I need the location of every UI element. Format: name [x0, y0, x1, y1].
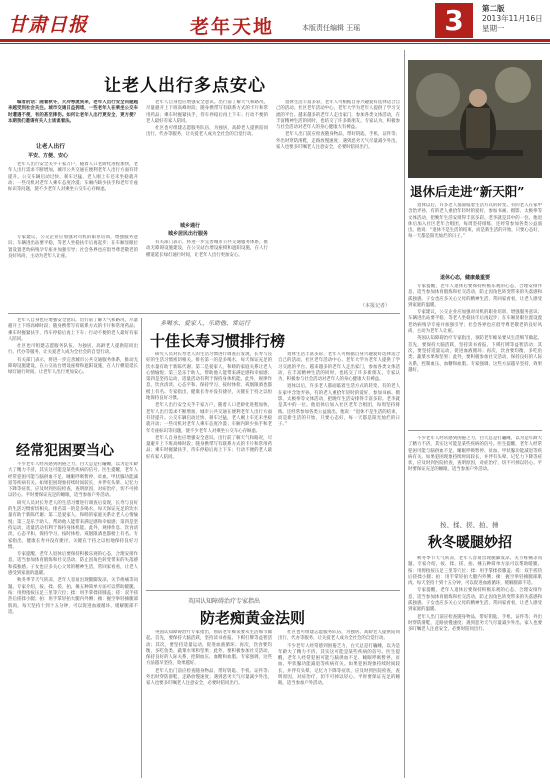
- lead-column-2: [146, 100, 268, 220]
- section-divider-right: [408, 430, 542, 431]
- retire-subhead: 退休心态，健康最重要: [440, 275, 491, 281]
- lead-subhead-3: 城乡通行: [180, 223, 201, 229]
- lead-paragraph-e: 社区也可组建志愿服务队伍，为独居、高龄老人提供陪同出行、代办等服务，让关爱老人成为全社会的自觉行动。: [146, 126, 268, 138]
- section-title: 老年天地: [190, 16, 275, 38]
- longevity-body-2: [278, 352, 400, 582]
- longevity-paragraph-2: 老年人出行安全关乎千家万户，随着人口老龄化进程加快，老年人出行需求不断增加，城市公共交通在便利老年人出行方面有待提升。公交车辆启动过快、刹车过猛，老人刚上车还未坐稳就开动；一些司机对老年人乘车态度冷漠；车厢内缺少扶手和老年专座标识等问题，使不少老年人对乘坐公交车心存顾虑。: [146, 403, 272, 434]
- lead-column-1b: [8, 235, 138, 307]
- edition-info: [482, 4, 543, 34]
- lead-column-2b: [146, 240, 268, 308]
- longevity-paragraph: 研究人员对长寿老人的生活习惯进行调查后发现，长寿与良好的生活习惯密切相关。排名第一的是多喝水，每天保证充足的饮水量有助于新陈代谢；第二是爱家人，和睦的家庭关系让老人心情愉悦；第三是乐于助人，帮助他人能带来满足感和幸福感；第四是坚持运动，适量活动有利于保持身体机能。此外，规律作息、饮食清淡、心态平和、保持学习、按时体检、戒烟限酒也都榜上有名。专家指出，健康长寿并没有捷径，关键在于持之以恒地保持良好习惯。: [146, 352, 272, 402]
- lead-lede: [8, 100, 138, 140]
- dementia-body: [146, 630, 272, 778]
- photo-image: [408, 60, 542, 178]
- legs-headline: 秋冬暖腿妙招: [428, 535, 512, 551]
- edition-weekday: 星期一: [482, 24, 505, 33]
- masthead: [0, 0, 550, 44]
- drowsy-headline: 经常犯困要当心: [16, 443, 114, 459]
- longevity-body: [146, 352, 272, 582]
- page-number: 3: [435, 3, 473, 38]
- right-mid-paragraph: 不少老年人经常感到困倦乏力，白天总是打瞌睡，以为是年龄大了精力不济，其实这可能是某些疾病的信号。医生提醒，老年人经常犯困可能与脑供血不足、睡眠呼吸暂停、贫血、甲状腺功能减退等疾病有关。如果犯困现象持续时间较长，并伴有头晕、记忆力下降等症状，应及时到医院检查，查明原因，对症治疗，切不可掉以轻心。平时要保证充足的睡眠，适当参加户外活动。: [408, 436, 542, 473]
- middle-paragraph-1: 退休生活丰富多彩，老年人可根据自身兴趣爱好选择适合自己的活动。社区老年活动中心、老年大学为老年人提供了学习交流的平台。越来越多的老年人走出家门，参加各类文体活动，在丰富精神生活的同时，也结交了许多新朋友。专家认为，积极参与社会活动对老年人的身心健康大有裨益。: [276, 100, 400, 131]
- edition-label: 第二版: [482, 4, 505, 13]
- lead-headline: 让老人出行多点安心: [104, 76, 266, 96]
- longevity-paragraph-4: 退休生活丰富多彩，老年人可根据自身兴趣爱好选择适合自己的活动。社区老年活动中心、老年大学为老年人提供了学习交流的平台。越来越多的老年人走出家门，参加各类文体活动，在丰富精神生活的同时，也结交了许多新朋友。专家认为，积极参与社会活动对老年人的身心健康大有裨益。: [278, 352, 400, 383]
- legs-paragraph-2: 专家提醒，老年人退休后要保持积极乐观的心态，合理安排作息，适当参加体育锻炼和社交活动，防止因角色转变带来的失落感和孤独感。子女也应多关心父母的精神生活，常回家看看，让老人感受到家庭的温暖。: [408, 588, 542, 613]
- lead-subhead-2: 平安、方便、安心: [28, 153, 69, 159]
- retire-paragraph-4: 英国认知障碍治疗专家指出，预防老年痴呆要从生活细节做起。首先，要保持大脑活跃，坚持读书看报、下棋打牌等益智活动；其次，要坚持适量运动，促进血液循环；再次，饮食要均衡，多吃鱼类、蔬菜水果和坚果；此外，要积极参加社交活动，保持良好的人际关系，控制血压、血糖和血脂。专家强调，这些方法越早坚持，效果越好。: [408, 336, 542, 373]
- middle-paragraph-2: 老年人出门前应检查随身物品，带好钥匙、手机、证件等；外出时穿防滑鞋，走路放慢速度；遇到恶劣天气尽量减少外出。家人也要多叮嘱老人注意安全，必要时陪同出行。: [276, 132, 400, 151]
- column-divider-right: [404, 50, 405, 778]
- retire-body: [408, 203, 542, 273]
- drowsy-paragraph-2: 研究人员对长寿老人的生活习惯进行调查后发现，长寿与良好的生活习惯密切相关。排名第一的是多喝水，每天保证充足的饮水量有助于新陈代谢；第二是爱家人，和睦的家庭关系让老人心情愉悦；第三是乐于助人，帮助他人能带来满足感和幸福感；第四是坚持运动，适量活动有利于保持身体机能。此外，规律作息、饮食清淡、心态平和、保持学习、按时体检、戒烟限酒也都榜上有名。专家指出，健康长寿并没有捷径，关键在于持之以恒地保持良好习惯。: [8, 500, 138, 550]
- left-mid-paragraph-3: 有关部门表示，将进一步完善城市公共交通服务体系，推动无障碍设施建设，在公交站台增设座椅和遮阳设施，在人行横道延长绿灯通行时间，让老年人出行更加安心。: [8, 357, 138, 376]
- elderly-photo: [408, 60, 542, 178]
- longevity-kicker: 多喝水、爱家人、乐助他、常运行: [160, 320, 251, 327]
- drowsy-paragraph: 不少老年人经常感到困倦乏力，白天总是打瞌睡，以为是年龄大了精力不济，其实这可能是某些疾病的信号。医生提醒，老年人经常犯困可能与脑供血不足、睡眠呼吸暂停、贫血、甲状腺功能减退等疾病有关。如果犯困现象持续时间较长，并伴有头晕、记忆力下降等症状，应及时到医院检查，查明原因，对症治疗，切不可掉以轻心。平时要保证充足的睡眠，适当参加户外活动。: [8, 462, 138, 499]
- edition-date: 2013年11月16日: [482, 14, 543, 23]
- dementia-headline: 防老痴黄金法则: [200, 609, 306, 627]
- legs-paragraph: 秋冬季节天气转凉，老年人容易出现腿脚发凉、关节疼痛等问题。专家介绍，按、揉、搓、拍、捶五种简单方法可以帮助暖腿。按：用拇指按压足三里等穴位；揉：用手掌揉搓膝盖；搓：双手搓热后搓揉小腿；拍：用手掌轻拍大腿内外侧；捶：握空拳轻捶腿部肌肉。每天坚持十到十五分钟，可以促进血液循环，缓解腿部不适。: [408, 556, 542, 587]
- retire-headline: 退休后走进“新天阳”: [410, 184, 525, 199]
- drowsy-paragraph-4: 秋冬季节天气转凉，老年人容易出现腿脚发凉、关节疼痛等问题。专家介绍，按、揉、搓、拍、捶五种简单方法可以帮助暖腿。按：用拇指按压足三里等穴位；揉：用手掌揉搓膝盖；搓：双手搓热后搓揉小腿；拍：用手掌轻拍大腿内外侧；捶：握空拳轻捶腿部肌肉。每天坚持十到十五分钟，可以促进血液循环，缓解腿部不适。: [8, 578, 138, 615]
- lead-paragraph-d: 有关部门表示，将进一步完善城市公共交通服务体系，推动无障碍设施建设，在公交站台增设座椅和遮阳设施，在人行横道延长绿灯通行时间，让老年人出行更加安心。: [146, 240, 268, 258]
- drowsy-paragraph-3: 专家提醒，老年人退休后要保持积极乐观的心态，合理安排作息，适当参加体育锻炼和社交活动，防止因角色转变带来的失落感和孤独感。子女也应多关心父母的精神生活，常回家看看，让老人感受到家庭的温暖。: [8, 552, 138, 577]
- lead-paragraph-c: 老年人自身也应增强安全意识。出行前了解天气和路况，尽量避开上下班高峰时段；随身携带写有联系方式的卡片和常用药品；乘车时握紧扶手，待车停稳后再上下车；行动不便的老人最好有家人陪同。: [146, 100, 268, 124]
- left-column-mid: [8, 318, 138, 430]
- longevity-headline: 十佳长寿习惯排行榜: [150, 332, 286, 350]
- dementia-paragraph-2: 老年人出门前应检查随身物品，带好钥匙、手机、证件等；外出时穿防滑鞋，走路放慢速度；遇到恶劣天气尽量减少外出。家人也要多叮嘱老人注意安全，必要时陪同出行。: [146, 668, 272, 687]
- lead-paragraph-b: 专家建议，公交企业应加强对司机的职业培训，增强服务意识；车辆进出站要平稳，等老人坐稳扶牢后再起步；在车厢显眼位置设置老幼病残孕专座并加强引导；社会各界也应倡导尊老敬老的良好风尚，主动为老年人让座。: [8, 235, 138, 259]
- column-divider-left: [141, 318, 142, 778]
- masthead-rule-thin: [0, 43, 550, 44]
- dementia-paragraph-4: 不少老年人经常感到困倦乏力，白天总是打瞌睡，以为是年龄大了精力不济，其实这可能是某些疾病的信号。医生提醒，老年人经常犯困可能与脑供血不足、睡眠呼吸暂停、贫血、甲状腺功能减退等疾病有关。如果犯困现象持续时间较长，并伴有头晕、记忆力下降等症状，应及时到医院检查，查明原因，对症治疗，切不可掉以轻心。平时要保证充足的睡眠，适当参加户外活动。: [278, 643, 400, 687]
- legs-kicker: 按、揉、搓、拍、捶: [440, 521, 499, 529]
- dementia-body-2: [278, 630, 400, 778]
- editor-credit: 本版责任编辑 王瑶: [302, 24, 361, 32]
- lead-column-3: [276, 100, 400, 300]
- lead-byline: （本报记者）: [360, 303, 391, 309]
- retire-paragraph-2: 专家提醒，老年人退休后要保持积极乐观的心态，合理安排作息，适当参加体育锻炼和社交活动，防止因角色转变带来的失落感和孤独感。子女也应多关心父母的精神生活，常回家看看，让老人感受到家庭的温暖。: [408, 284, 542, 308]
- dementia-paragraph: 英国认知障碍治疗专家指出，预防老年痴呆要从生活细节做起。首先，要保持大脑活跃，坚持读书看报、下棋打牌等益智活动；其次，要坚持适量运动，促进血液循环；再次，饮食要均衡，多吃鱼类、蔬菜水果和坚果；此外，要积极参加社交活动，保持良好的人际关系，控制血压、血糖和血脂。专家强调，这些方法越早坚持，效果越好。: [146, 630, 272, 667]
- longevity-paragraph-5: 退休以后，许多老人都面临着生活方式的转变。有的老人在家中含饴弄孙，有的老人重拾年轻时的爱好，参加书画、摄影、太极拳等文体活动，把晚年生活安排得丰富多彩。老李就是其中的一位。他退休后加入社区老年合唱团，每周坚持排练，还经常参加各类公益演出。他说：“退休不是生活的结束，而是新生活的开始，只要心态好，每一天都是阳光灿烂的日子。”: [278, 384, 400, 428]
- newspaper-logo: 甘肃日报: [8, 14, 89, 36]
- section-divider-dementia: [146, 590, 400, 591]
- legs-paragraph-3: 老年人出门前应检查随身物品，带好钥匙、手机、证件等；外出时穿防滑鞋，走路放慢速度；遇到恶劣天气尽量减少外出。家人也要多叮嘱老人注意安全，必要时陪同出行。: [408, 614, 542, 633]
- longevity-paragraph-3: 老年人自身也应增强安全意识。出行前了解天气和路况，尽量避开上下班高峰时段；随身携带写有联系方式的卡片和常用药品；乘车时握紧扶手，待车停稳后再上下车；行动不便的老人最好有家人陪同。: [146, 435, 272, 460]
- left-mid-paragraph-2: 社区也可组建志愿服务队伍，为独居、高龄老人提供陪同出行、代办等服务，让关爱老人成为全社会的自觉行动。: [8, 344, 138, 356]
- section-divider-lead: [8, 313, 400, 314]
- lead-subhead-1: 让老人出行: [36, 144, 65, 150]
- left-mid-paragraph: 老年人自身也应增强安全意识。出行前了解天气和路况，尽量避开上下班高峰时段；随身携带写有联系方式的卡片和常用药品；乘车时握紧扶手，待车停稳后再上下车；行动不便的老人最好有家人陪同。: [8, 318, 138, 342]
- drowsy-body: [8, 462, 138, 778]
- retire-paragraph: 退休以后，许多老人都面临着生活方式的转变。有的老人在家中含饴弄孙，有的老人重拾年轻时的爱好，参加书画、摄影、太极拳等文体活动，把晚年生活安排得丰富多彩。老李就是其中的一位。他退休后加入社区老年合唱团，每周坚持排练，还经常参加各类公益演出。他说：“退休不是生活的结束，而是新生活的开始，只要心态好，每一天都是阳光灿烂的日子。”: [408, 203, 542, 240]
- right-mid-body: [408, 436, 542, 516]
- lead-column-1: [8, 162, 138, 234]
- dementia-kicker: 英国认知障碍治疗专家指出: [188, 598, 261, 605]
- lead-paragraph-a: 老年人出行安全关乎千家万户，随着人口老龄化进程加快，老年人出行需求不断增加，城市公共交通在便利老年人出行方面有待提升。公交车辆启动过快、刹车过猛，老人刚上车还未坐稳就开动；一些司机对老年人乘车态度冷漠；车厢内缺少扶手和老年专座标识等问题，使不少老年人对乘坐公交车心存顾虑。: [8, 162, 138, 193]
- lead-subhead-4: 城乡居民出行服务: [168, 231, 209, 237]
- masthead-rule: [0, 39, 550, 42]
- legs-body: [408, 556, 542, 778]
- retire-paragraph-3: 专家建议，公交企业应加强对司机的职业培训，增强服务意识；车辆进出站要平稳，等老人坐稳扶牢后再起步；在车厢显眼位置设置老幼病残孕专座并加强引导；社会各界也应倡导尊老敬老的良好风尚，主动为老年人让座。: [408, 310, 542, 335]
- dementia-paragraph-3: 社区也可组建志愿服务队伍，为独居、高龄老人提供陪同出行、代办等服务，让关爱老人成为全社会的自觉行动。: [278, 630, 400, 642]
- lede-text: 编者的话：随着秋冬，天冷寒流到来，老年人出行安全问题越来越受到社会关注。城市交通日益拥堵，一些老年人在乘坐公交车时遭遇不便，有的甚至摔伤。如何让老年人出行更安全、更方便？本期我们邀请有关人士谈谈看法。: [8, 100, 138, 124]
- retire-body-2: [408, 284, 542, 424]
